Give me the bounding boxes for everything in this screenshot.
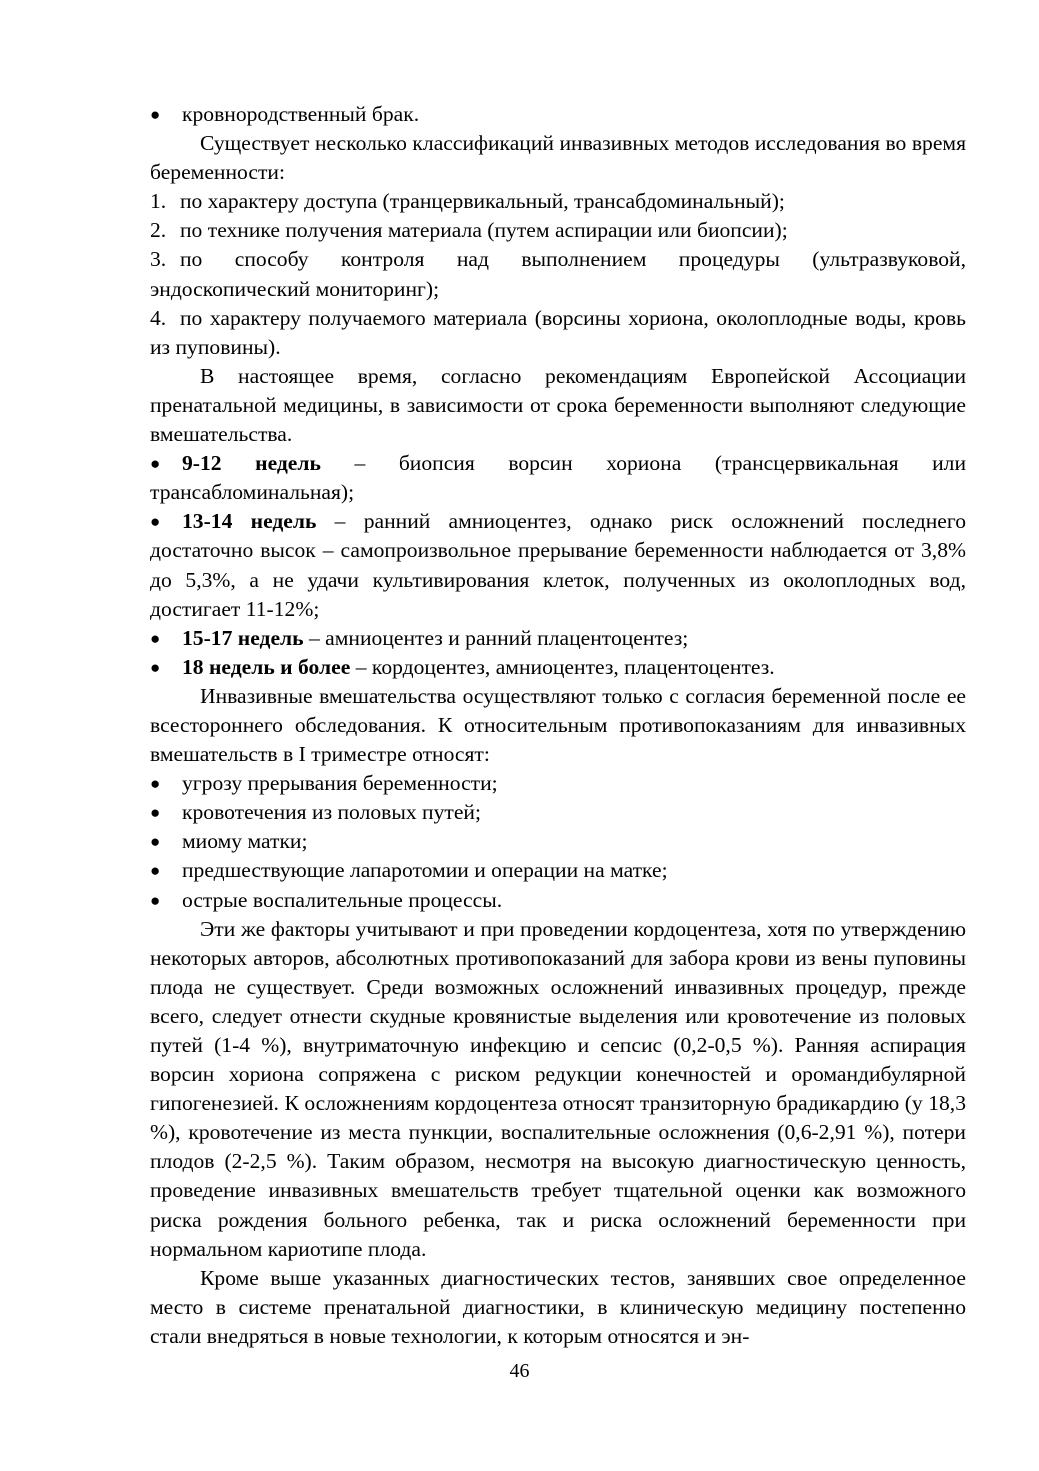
term-bold: 15-17 недель	[182, 625, 304, 650]
item-text: по технике получения материала (путем аспирации или биопсии);	[180, 218, 788, 243]
bullet-item	[150, 624, 966, 653]
bullet-icon: ●	[150, 454, 161, 474]
term-text: – кордоцентез, амниоцентез, плацентоцентез.	[350, 654, 775, 679]
bullet-icon: ●	[150, 105, 161, 124]
paragraph: Существует несколько классификаций инвазивных методов исследования во время беременности:	[150, 131, 966, 185]
bullet-text: угрозу прерывания беременности;	[182, 771, 498, 796]
bullet-text: предшествующие лапаротомии и операции на матке;	[182, 858, 668, 883]
term-text: – ранний амниоцентез, однако риск осложнений последнего достаточно высок – самопроизвольное прерывание беременности наблюдается от 3,8% до 5,3%, а не удачи культивирования клеток, полученных из околоплодных вод, достигает 11-12%;	[150, 509, 967, 621]
bullet-icon: ●	[150, 861, 161, 881]
bullet-icon: ●	[150, 628, 161, 648]
term-text: – биопсия ворсин хориона (трансцервикальная или трансабломинальная);	[150, 451, 966, 505]
paragraph: В настоящее время, согласно рекомендациям Европейской Ассоциации пренатальной медицины, в зависимости от срока беременности выполняют следующие вмешательства.	[150, 363, 966, 447]
item-text: по способу контроля над выполнением процедуры (ультразвуковой, эндоскопический мониторинг);	[150, 247, 966, 301]
bullet-item	[150, 507, 966, 623]
bullet-item	[150, 100, 966, 129]
bullet-text: кровотечения из половых путей;	[182, 800, 481, 825]
item-text: по характеру получаемого материала (ворсины хориона, околоплодные воды, кровь из пуповины).	[150, 305, 966, 359]
bullet-item	[150, 449, 966, 507]
term-bold: 13-14 недель	[182, 509, 317, 534]
bullet-icon: ●	[150, 803, 161, 823]
bullet-icon: ●	[150, 890, 161, 910]
item-number: 2.	[150, 218, 167, 243]
numbered-item	[150, 304, 966, 362]
bullet-icon: ●	[150, 657, 161, 677]
bullet-icon: ●	[150, 832, 161, 852]
paragraph: Эти же факторы учитывают и при проведении кордоцентеза, хотя по утверждению некоторых авторов, абсолютных противопоказаний для забора крови из вены пуповины плода не существует. Среди возможных осложнений инвазивных процедур, прежде всего, следует отнести скудные кровянистые выделения или кровотечение из половых путей (1-4 %), внутриматочную инфекцию и сепсис (0,2-0,5 %). Ранняя аспирация ворсин хориона сопряжена с риском редукции конечностей и оромандибулярной гипогенезией. К осложнениям кордоцентеза относят транзиторную брадикардию (у 18,3 %), кровотечение из места пункции, воспалительные осложнения (0,6-2,91 %), потери плодов (2-2,5 %). Таким образом, несмотря на высокую диагностическую ценность, проведение инвазивных вмешательств требует тщательной оценки как возможного риска рождения больного ребенка, так и риска осложнений беременности при нормальном кариотипе плода.	[150, 916, 966, 1261]
numbered-item	[150, 216, 966, 245]
page-body	[150, 100, 966, 1351]
bullet-text: кровнородственный брак.	[182, 102, 420, 126]
bullet-text: острые воспалительные процессы.	[182, 887, 503, 912]
bullet-item	[150, 769, 966, 798]
bullet-item	[150, 798, 966, 827]
paragraph: Кроме выше указанных диагностических тестов, занявших свое определенное место в системе пренатальной диагностики, в клиническую медицину постепенно стали внедряться в новые технологии, к которым относятся и эн-	[150, 1265, 966, 1348]
term-text: – амниоцентез и ранний плацентоцентез;	[303, 625, 689, 650]
item-number: 3.	[150, 247, 167, 272]
bullet-item	[150, 886, 966, 915]
bullet-item	[150, 653, 966, 682]
numbered-item	[150, 187, 966, 216]
item-number: 1.	[150, 189, 167, 214]
bullet-item	[150, 856, 966, 885]
bullet-item	[150, 827, 966, 856]
numbered-item	[150, 245, 966, 303]
paragraph: Инвазивные вмешательства осуществляют только с согласия беременной после ее всестороннего обследования. К относительным противопоказаниям для инвазивных вмешательств в I триместре относят:	[150, 683, 966, 767]
term-bold: 18 недель и более	[182, 654, 351, 679]
bullet-text: миому матки;	[182, 829, 308, 854]
bullet-icon: ●	[150, 774, 161, 794]
term-bold: 9-12 недель	[182, 451, 321, 476]
item-text: по характеру доступа (транцервикальный, трансабдоминальный);	[180, 189, 785, 214]
item-number: 4.	[150, 305, 167, 330]
page-number: 46	[509, 1360, 530, 1382]
bullet-icon: ●	[150, 512, 161, 532]
